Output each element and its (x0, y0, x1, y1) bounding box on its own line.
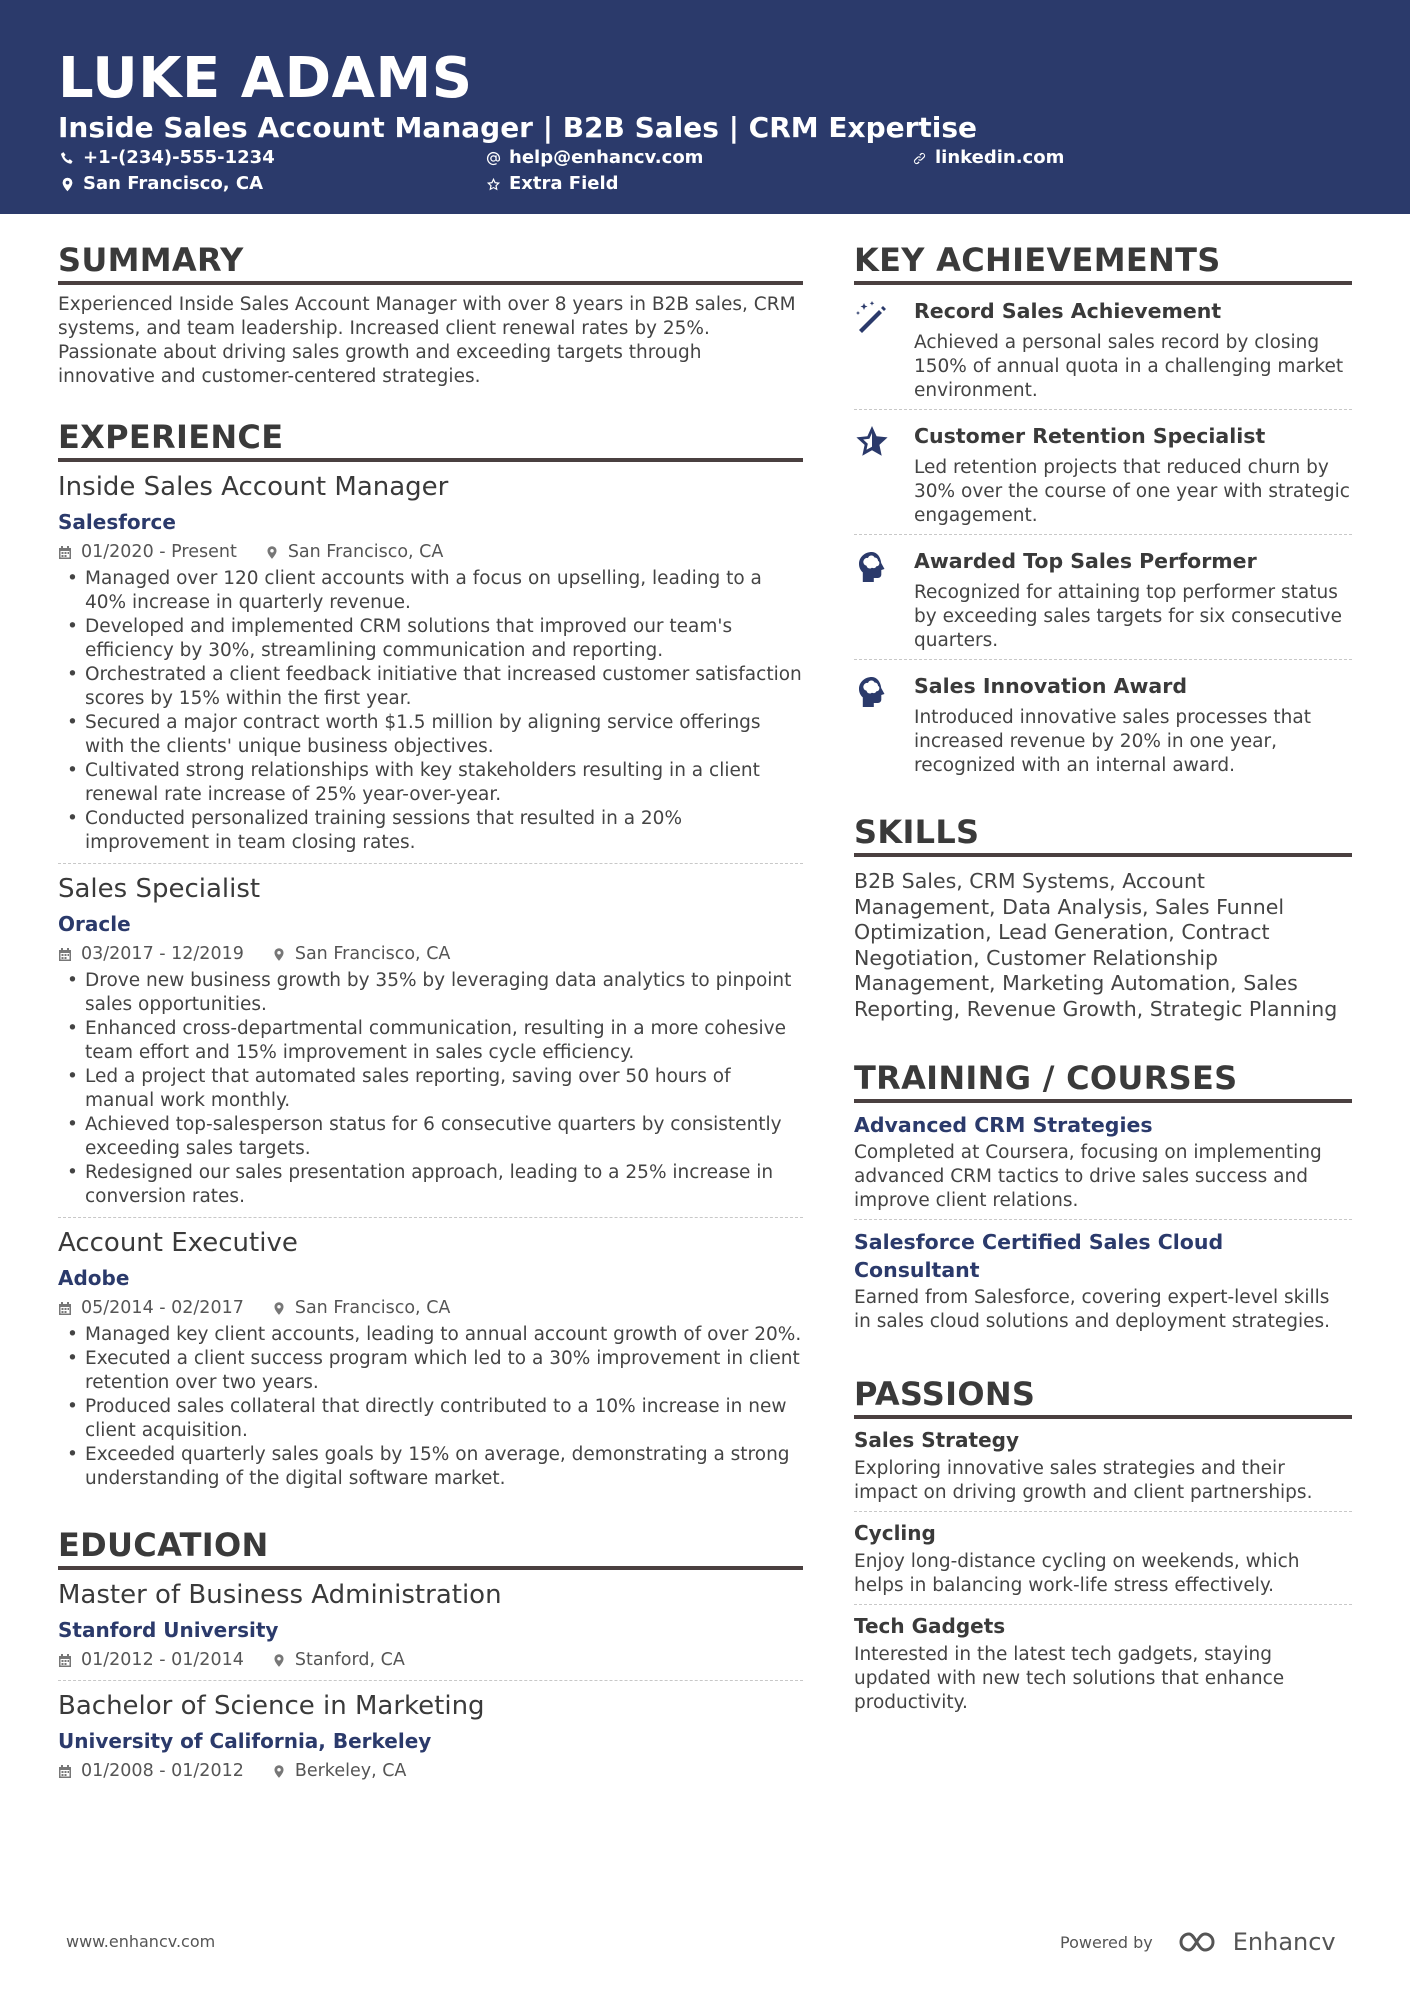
achievement-title: Awarded Top Sales Performer (914, 549, 1257, 573)
achievement-desc: Recognized for attaining top performer status by exceeding sales targets for six consecutive quarters. (914, 582, 1342, 651)
bullet-item: • Led a project that automated sales reporting, saving over 50 hours of manual work monthly. (58, 1065, 803, 1113)
achievement-title: Record Sales Achievement (914, 299, 1222, 323)
passion-item (854, 1419, 1352, 1512)
job-dates: 05/2014 - 02/2017 (81, 1298, 244, 1318)
bullet-item: • Conducted personalized training sessions that resulted in a 20% improvement in team closing rates. (58, 807, 803, 855)
education-entry (58, 1578, 803, 1681)
achievement-item (854, 410, 1352, 535)
bullet-item: • Executed a client success program which led to a 30% improvement in client retention over two years. (58, 1347, 803, 1395)
degree-title: Master of Business Administration (58, 1580, 502, 1610)
bullet-item: • Achieved top-salesperson status for 6 consecutive quarters by consistently exceeding sales targets. (58, 1113, 803, 1161)
job-title: Inside Sales Account Manager (58, 472, 449, 502)
location-pin-icon (60, 177, 75, 192)
candidate-headline: Inside Sales Account Manager | B2B Sales | CRM Expertise (58, 111, 978, 144)
achievement-item (854, 660, 1352, 784)
achievement-title: Sales Innovation Award (914, 674, 1188, 698)
phone-text: +1-(234)-555-1234 (83, 147, 275, 168)
training-section (854, 1058, 1352, 1340)
company-name: Salesforce (58, 510, 176, 534)
job-title: Sales Specialist (58, 874, 261, 904)
education-location: Stanford, CA (294, 1650, 405, 1670)
education-dates: 01/2008 - 01/2012 (81, 1761, 244, 1781)
location-pin-icon (272, 947, 286, 962)
experience-entry (58, 872, 803, 1218)
calendar-icon (58, 947, 72, 962)
passion-item (854, 1605, 1352, 1721)
right-column (854, 240, 1352, 1749)
achievement-item (854, 535, 1352, 660)
resume-header (0, 0, 1410, 214)
enhancv-logo-icon (1177, 1929, 1225, 1955)
job-bullets (58, 969, 803, 1209)
job-dates: 01/2020 - Present (81, 542, 237, 562)
bullet-item: • Enhanced cross-departmental communication, resulting in a more cohesive team effort and 15% improvement in sales cycle efficiency. (58, 1017, 803, 1065)
star-outline-icon (486, 177, 501, 192)
location-pin-icon (272, 1653, 286, 1668)
education-entry (58, 1689, 803, 1789)
job-bullets (58, 567, 803, 855)
left-column (58, 240, 803, 1817)
course-desc: Earned from Salesforce, covering expert-level skills in sales cloud solutions and deployment strategies. (854, 1287, 1330, 1332)
magic-wand-icon (854, 299, 890, 335)
extra-text: Extra Field (509, 173, 619, 194)
bullet-item: • Produced sales collateral that directly contributed to a 10% increase in new client acquisition. (58, 1395, 803, 1443)
calendar-icon (58, 1653, 72, 1668)
passions-section (854, 1374, 1352, 1721)
course-item (854, 1220, 1352, 1340)
job-meta (58, 942, 803, 966)
course-title: Advanced CRM Strategies (854, 1113, 1153, 1137)
course-item (854, 1103, 1352, 1220)
job-location: San Francisco, CA (287, 542, 444, 562)
bullet-item: • Developed and implemented CRM solutions that improved our team's efficiency by 30%, streamlining communication and reporting. (58, 615, 803, 663)
education-location: Berkeley, CA (294, 1761, 407, 1781)
bullet-item: • Secured a major contract worth $1.5 million by aligning service offerings with the clients' unique business objectives. (58, 711, 803, 759)
passion-item (854, 1512, 1352, 1605)
job-meta (58, 540, 803, 564)
location-pin-icon (272, 1301, 286, 1316)
passion-desc: Interested in the latest tech gadgets, staying updated with new tech solutions that enhance productivity. (854, 1644, 1285, 1713)
experience-section (58, 417, 803, 1497)
achievement-desc: Achieved a personal sales record by closing 150% of annual quota in a challenging market environment. (914, 332, 1344, 401)
powered-by-text: Powered by (1060, 1932, 1153, 1952)
bullet-item: • Exceeded quarterly sales goals by 15% on average, demonstrating a strong understanding of the digital software market. (58, 1443, 803, 1491)
job-meta (58, 1296, 803, 1320)
contact-phone (60, 146, 275, 170)
bullet-item: • Cultivated strong relationships with key stakeholders resulting in a client renewal rate increase of 25% year-over-year. (58, 759, 803, 807)
degree-title: Bachelor of Science in Marketing (58, 1691, 485, 1721)
course-desc: Completed at Coursera, focusing on implementing advanced CRM tactics to drive sales success and improve client relations. (854, 1142, 1322, 1211)
footer-branding (1060, 1928, 1336, 1956)
passion-title: Tech Gadgets (854, 1614, 1006, 1638)
section-title: PASSIONS (854, 1374, 1352, 1419)
passion-title: Cycling (854, 1521, 936, 1545)
experience-entry (58, 470, 803, 864)
contact-extra (486, 172, 619, 196)
summary-section (58, 240, 803, 389)
job-title: Account Executive (58, 1228, 298, 1258)
location-text: San Francisco, CA (83, 173, 264, 194)
footer-website[interactable]: www.enhancv.com (66, 1932, 216, 1951)
contact-location (60, 172, 263, 196)
achievement-desc: Led retention projects that reduced churn by 30% over the course of one year with strategic engagement. (914, 457, 1350, 526)
job-bullets (58, 1323, 803, 1491)
passion-title: Sales Strategy (854, 1428, 1019, 1452)
company-name: Adobe (58, 1266, 130, 1290)
passion-desc: Exploring innovative sales strategies and their impact on driving growth and client partnerships. (854, 1458, 1313, 1503)
star-icon (854, 424, 890, 460)
brand-name: Enhancv (1232, 1928, 1336, 1956)
section-title: EDUCATION (58, 1525, 803, 1570)
section-title: SKILLS (854, 812, 1352, 857)
calendar-icon (58, 1764, 72, 1779)
job-location: San Francisco, CA (294, 944, 451, 964)
school-name: University of California, Berkeley (58, 1729, 432, 1753)
education-dates: 01/2012 - 01/2014 (81, 1650, 244, 1670)
skills-text: B2B Sales, CRM Systems, Account Management, Data Analysis, Sales Funnel Optimization, Lead Generation, Contract Negotiation, Customer Relationship Management, Marketing Automation, Sales Reporting, Revenue Growth, Strategic Planning (854, 869, 1338, 1021)
bullet-item: • Managed key client accounts, leading to annual account growth of over 20%. (58, 1323, 803, 1347)
achievements-section (854, 240, 1352, 784)
head-brain-icon (854, 549, 890, 585)
job-dates: 03/2017 - 12/2019 (81, 944, 244, 964)
achievement-title: Customer Retention Specialist (914, 424, 1266, 448)
skills-section (854, 812, 1352, 1022)
phone-icon (60, 151, 75, 166)
company-name: Oracle (58, 912, 131, 936)
contact-email[interactable] (486, 146, 703, 170)
job-location: San Francisco, CA (294, 1298, 451, 1318)
bullet-item: • Redesigned our sales presentation approach, leading to a 25% increase in conversion rates. (58, 1161, 803, 1209)
experience-entry (58, 1226, 803, 1497)
location-pin-icon (265, 545, 279, 560)
bullet-item: • Orchestrated a client feedback initiative that increased customer satisfaction scores by 15% within the first year. (58, 663, 803, 711)
section-title: TRAINING / COURSES (854, 1058, 1352, 1103)
section-title: SUMMARY (58, 240, 803, 285)
section-title: KEY ACHIEVEMENTS (854, 240, 1352, 285)
course-title: Salesforce Certified Sales Cloud Consultant (854, 1230, 1224, 1282)
linkedin-text: linkedin.com (935, 147, 1065, 168)
passion-desc: Enjoy long-distance cycling on weekends, which helps in balancing work-life stress effectively. (854, 1551, 1300, 1596)
achievement-item (854, 285, 1352, 410)
school-name: Stanford University (58, 1618, 279, 1642)
calendar-icon (58, 1301, 72, 1316)
location-pin-icon (272, 1764, 286, 1779)
brand-logo[interactable] (1177, 1928, 1336, 1956)
bullet-item: • Managed over 120 client accounts with a focus on upselling, leading to a 40% increase in quarterly revenue. (58, 567, 803, 615)
link-icon (912, 151, 927, 166)
contact-linkedin[interactable] (912, 146, 1064, 170)
bullet-item: • Drove new business growth by 35% by leveraging data analytics to pinpoint sales opportunities. (58, 969, 803, 1017)
education-section (58, 1525, 803, 1789)
education-meta (58, 1648, 803, 1672)
education-meta (58, 1759, 803, 1783)
section-title: EXPERIENCE (58, 417, 803, 462)
head-brain-icon (854, 674, 890, 710)
at-sign-icon (486, 151, 501, 166)
candidate-name: LUKE ADAMS (58, 46, 473, 111)
calendar-icon (58, 545, 72, 560)
achievement-desc: Introduced innovative sales processes that increased revenue by 20% in one year, recognized with an internal award. (914, 707, 1311, 776)
email-text: help@enhancv.com (509, 147, 704, 168)
summary-text: Experienced Inside Sales Account Manager with over 8 years in B2B sales, CRM systems, and team leadership. Increased client renewal rates by 25%. Passionate about driving sales growth and exceeding targets through innovative and customer-centered strategies. (58, 294, 796, 387)
